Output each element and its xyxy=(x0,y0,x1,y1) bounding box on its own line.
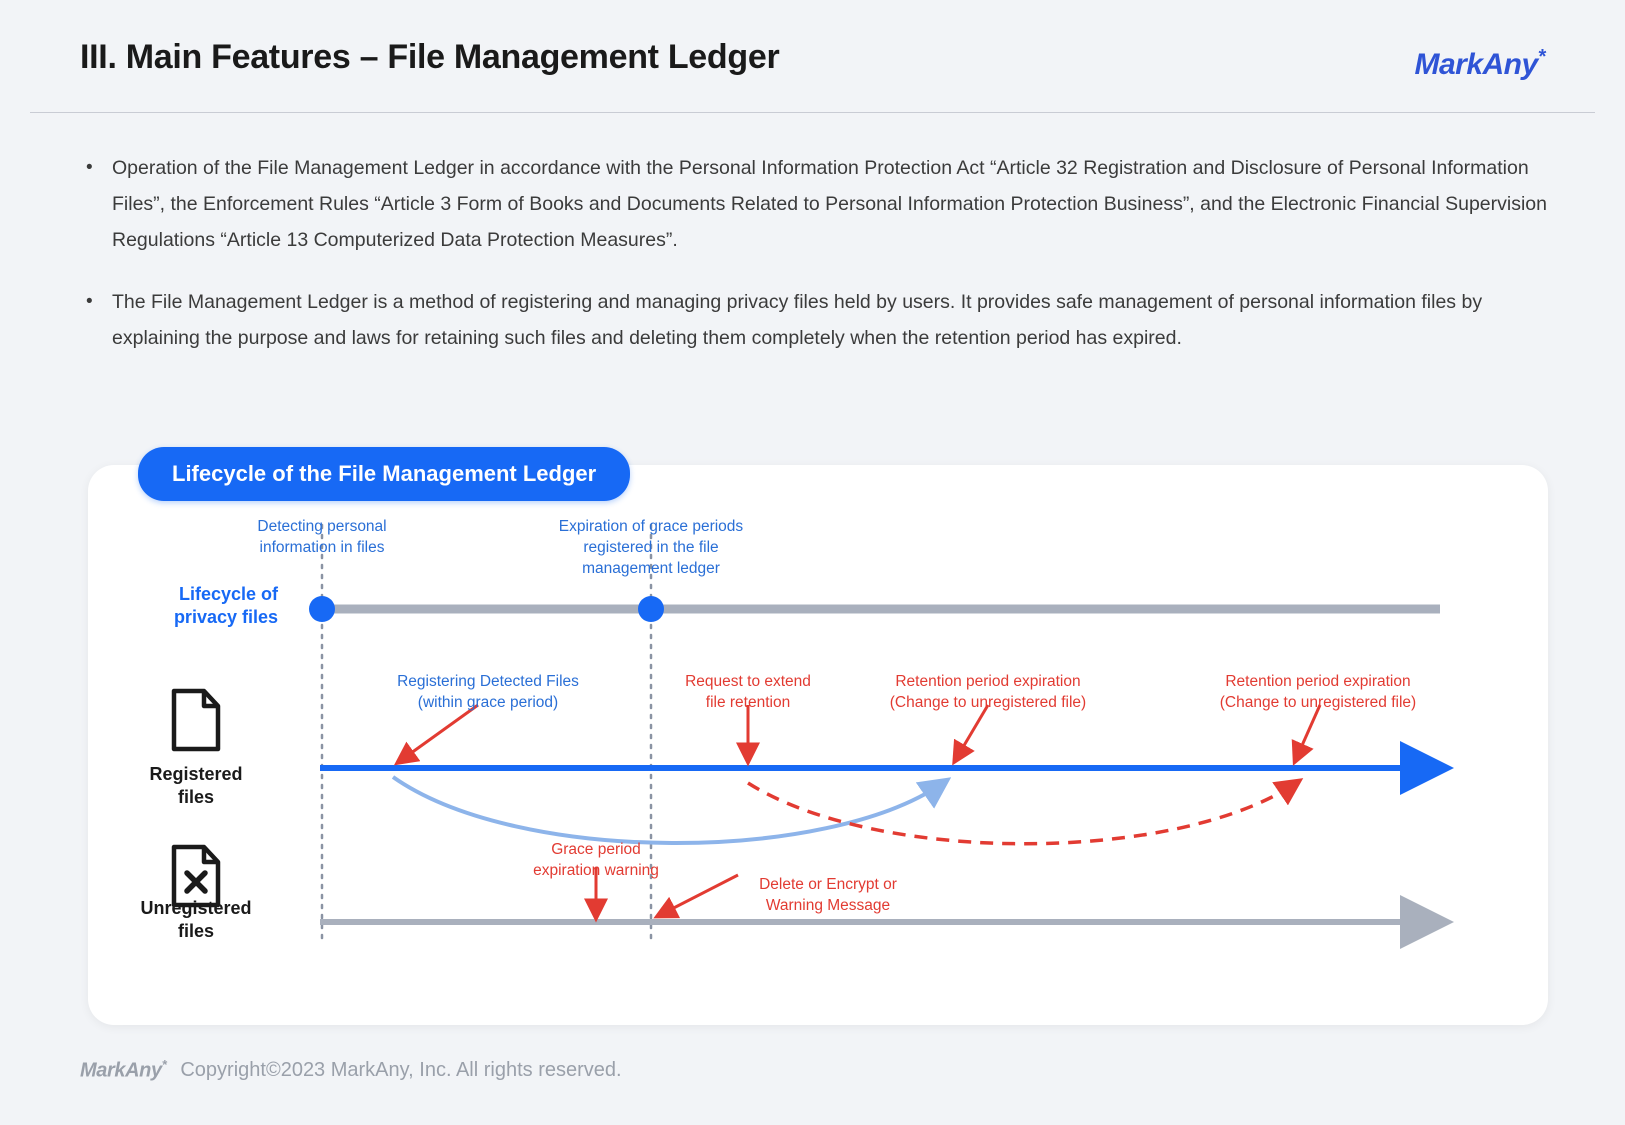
lifecycle-diagram-card xyxy=(88,465,1548,1025)
marker-label-detect-line2: information in files xyxy=(259,538,385,556)
grace-period-curve xyxy=(393,777,943,843)
bullet-item xyxy=(80,150,1550,258)
annotation-request-extend xyxy=(658,672,838,714)
axis-label-line1: Lifecycle of xyxy=(178,584,278,604)
row-label-registered-line1: Registered xyxy=(149,764,243,784)
annotation-registering-line1: Registering Detected Files xyxy=(397,673,579,690)
markany-logo-star: * xyxy=(1537,46,1545,68)
copyright-text: Copyright©2023 MarkAny, Inc. All rights reserved. xyxy=(180,1058,622,1081)
annotation-request-extend-line1: Request to extend xyxy=(685,673,811,690)
row-label-unregistered-line2: files xyxy=(177,920,215,941)
annotation-retention-2-line1: Retention period expiration xyxy=(1225,673,1411,690)
bullet-item xyxy=(80,284,1550,356)
annotation-retention-expiration-2 xyxy=(1188,672,1448,714)
header-divider xyxy=(30,112,1595,113)
axis-label-lifecycle xyxy=(88,583,278,630)
lifecycle-diagram xyxy=(88,465,1548,1025)
marker-label-grace-expire xyxy=(531,517,771,580)
bullet-text: Operation of the File Management Ledger in accordance with the Personal Information Protection Act “Article 32 Registration and Disclosure of Personal Information Files”, the Enforcement Rules “Article 3 Form of Books and Documents Related to Personal Information Protection Business”, and the Electronic Financial Supervision Regulations “Article 13 Computerized Data Protection Measures”. xyxy=(112,157,1548,252)
lifecycle-pill-title: Lifecycle of the File Management Ledger xyxy=(138,447,630,501)
annotation-retention-1-line1: Retention period expiration xyxy=(895,673,1081,690)
axis-label-line2: privacy files xyxy=(173,607,278,628)
annotation-retention-expiration-1 xyxy=(858,672,1118,714)
marker-label-detect-line1: Detecting personal xyxy=(257,518,387,535)
annotation-delete-encrypt-line1: Delete or Encrypt or xyxy=(759,876,897,893)
marker-label-detect xyxy=(232,517,412,559)
bullet-text: The File Management Ledger is a method of registering and managing privacy files held by users. It provides safe management of personal information files by explaining the purpose and laws for retaining such files and deleting them completely when the retention period has expired. xyxy=(112,291,1483,350)
bullet-list xyxy=(80,150,1550,382)
lifecycle-node-grace-expire xyxy=(638,596,664,622)
row-label-unregistered-line1: Unregistered xyxy=(140,898,252,918)
slide-footer xyxy=(80,1057,622,1083)
footer-logo-text: MarkAny xyxy=(80,1060,162,1082)
row-label-registered xyxy=(106,763,286,808)
annotation-delete-encrypt-line2: Warning Message xyxy=(765,896,891,914)
slide-header xyxy=(80,38,1545,102)
page-title: III. Main Features – File Management Ledger xyxy=(80,38,780,76)
marker-label-grace-expire-line2: registered in the file xyxy=(583,538,719,556)
annotation-retention-2-line2: (Change to unregistered file) xyxy=(1219,693,1417,711)
footer-logo xyxy=(80,1057,166,1083)
retention-expiration-curve xyxy=(748,783,1296,844)
marker-label-grace-expire-line1: Expiration of grace periods xyxy=(558,518,744,535)
footer-logo-star: * xyxy=(161,1057,167,1073)
bullet-marker: • xyxy=(86,291,93,313)
annotation-registering-line2: (within grace period) xyxy=(417,693,559,711)
row-label-registered-line2: files xyxy=(177,786,215,807)
annotation-retention-1-line2: (Change to unregistered file) xyxy=(889,693,1087,711)
marker-label-grace-expire-line3: management ledger xyxy=(582,559,720,577)
document-icon xyxy=(166,687,226,753)
annotation-registering-detected-files xyxy=(368,672,608,714)
annotation-delete-encrypt-warning xyxy=(723,875,933,917)
annotation-request-extend-line2: file retention xyxy=(705,693,791,711)
row-label-unregistered xyxy=(106,897,286,942)
markany-logo-text: MarkAny xyxy=(1414,48,1538,81)
lifecycle-node-detect xyxy=(309,596,335,622)
markany-logo xyxy=(1414,46,1545,82)
annotation-grace-period-warning xyxy=(501,840,691,882)
bullet-marker: • xyxy=(86,157,93,178)
annotation-grace-warning-line2: expiration warning xyxy=(533,861,659,879)
annotation-grace-warning-line1: Grace period xyxy=(551,841,641,858)
